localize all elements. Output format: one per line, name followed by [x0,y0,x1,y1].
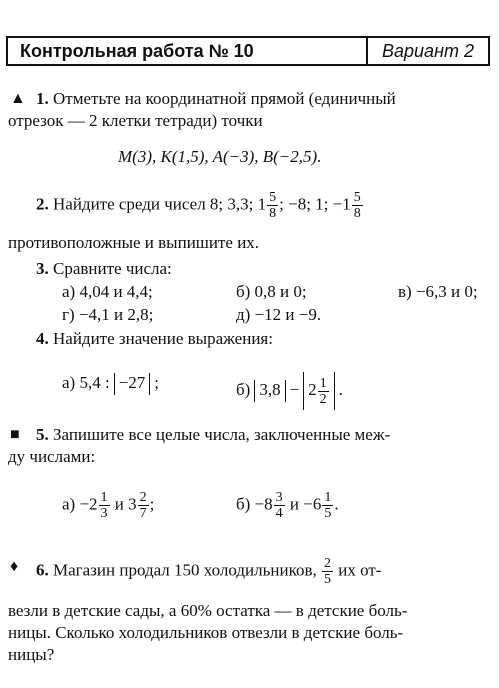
task2-f1-whole: 1 [257,194,267,214]
denominator: 5 [324,506,332,521]
numerator: 1 [319,375,327,391]
task2-fraction2 [352,190,363,221]
abs-bar-left [303,372,304,410]
denominator: 2 [319,391,327,407]
task4-b-minus: − [289,379,300,399]
abs-bar-right [149,373,150,395]
denominator: 7 [139,506,147,521]
abs-bar-right [285,380,286,402]
task6-line1 [36,556,381,587]
task1-line1 [36,88,396,110]
f1-denominator: 8 [269,206,277,221]
task4-b-end: . [338,379,343,399]
task4-heading-line [36,328,273,350]
task5-a-fraction2 [138,490,149,521]
task3-a: а) 4,04 и 4,4; [62,282,153,301]
task6-fraction [322,556,333,587]
numerator: 3 [275,490,283,505]
task2-mid: ; −8; 1; −1 [279,194,351,214]
task6-text1: Магазин продал 150 холодильников, [53,560,317,580]
task6-line3: ницы. Сколько холодильников отвезли в детские боль- [8,623,404,642]
denominator: 5 [324,572,331,587]
task3-heading-line [36,258,172,280]
task4-b-fraction [318,376,329,407]
task3-c: в) −6,3 и 0; [398,282,478,301]
task4-a-suffix: ; [154,373,160,392]
task5-a [62,490,154,521]
task1-text1: Отметьте на координатной прямой (единичный [53,89,396,108]
f1-numerator: 5 [269,190,277,205]
task4-heading: Найдите значение выражения: [53,329,273,348]
task4-number: 4. [36,329,49,348]
task5-text1: Запишите все целые числа, заключенные меж- [53,425,391,444]
f2-numerator: 5 [353,190,361,205]
task5-b-fraction1 [274,490,285,521]
task5-line2: ду числами: [8,447,96,466]
task4-b-value: 3,8 [259,379,281,399]
task4-a-value: −27 [118,373,146,392]
task3-heading: Сравните числа: [53,259,172,278]
task3-number: 3. [36,259,49,278]
square-icon: ■ [10,426,20,443]
test-header [6,36,490,66]
task6-text1-end: их от- [338,560,382,580]
f2-denominator: 8 [353,206,361,221]
task4-b [236,372,343,410]
abs-bar-left [254,380,255,402]
task2-fraction1 [267,190,278,221]
task6-number: 6. [36,560,49,580]
numerator: 1 [100,490,108,505]
task4-a [62,372,159,395]
triangle-icon: ▲ [10,90,26,107]
task5-number: 5. [36,425,49,444]
abs-bar-left [114,373,115,395]
numerator: 1 [324,490,332,505]
task5-a-end: ; [149,494,155,514]
diamond-icon: ♦ [10,558,19,575]
task5-b-fraction2 [322,490,333,521]
task3-e: д) −12 и −9. [236,305,322,324]
variant-label: Вариант 2 [366,38,488,64]
task3-b: б) 0,8 и 0; [236,282,307,301]
denominator: 3 [100,506,108,521]
task5-a-and: и 3 [114,494,137,514]
denominator: 4 [275,506,283,521]
task5-a-fraction1 [99,490,110,521]
task2-text: Найдите среди чисел 8; 3,3; [53,194,254,214]
abs-bar-right [334,372,335,410]
task2-number: 2. [36,194,49,214]
task5-b-prefix: б) −8 [236,494,273,514]
task5-line1 [36,424,390,446]
test-title: Контрольная работа № 10 [20,40,254,61]
task6-line2: везли в детские сады, а 60% остатка — в детские боль- [8,601,408,620]
task5-a-prefix: а) −2 [62,494,98,514]
task6-line4: ницы? [8,645,55,664]
task4-b-prefix: б) [236,379,251,399]
numerator: 2 [324,556,331,571]
task3-d: г) −4,1 и 2,8; [62,305,154,324]
task1-number: 1. [36,89,49,108]
task5-b-and: и −6 [289,494,322,514]
task5-b [236,490,339,521]
task1-line2: отрезок — 2 клетки тетради) точки [8,111,263,130]
task2-line1 [36,190,364,221]
task4-b-whole: 2 [308,379,317,399]
numerator: 2 [139,490,147,505]
task2-line2: противоположные и выпишите их. [8,233,260,252]
task1-points: M(3), K(1,5), A(−3), B(−2,5). [118,147,322,166]
task4-a-prefix: а) 5,4 : [62,373,110,392]
task5-b-end: . [334,494,339,514]
